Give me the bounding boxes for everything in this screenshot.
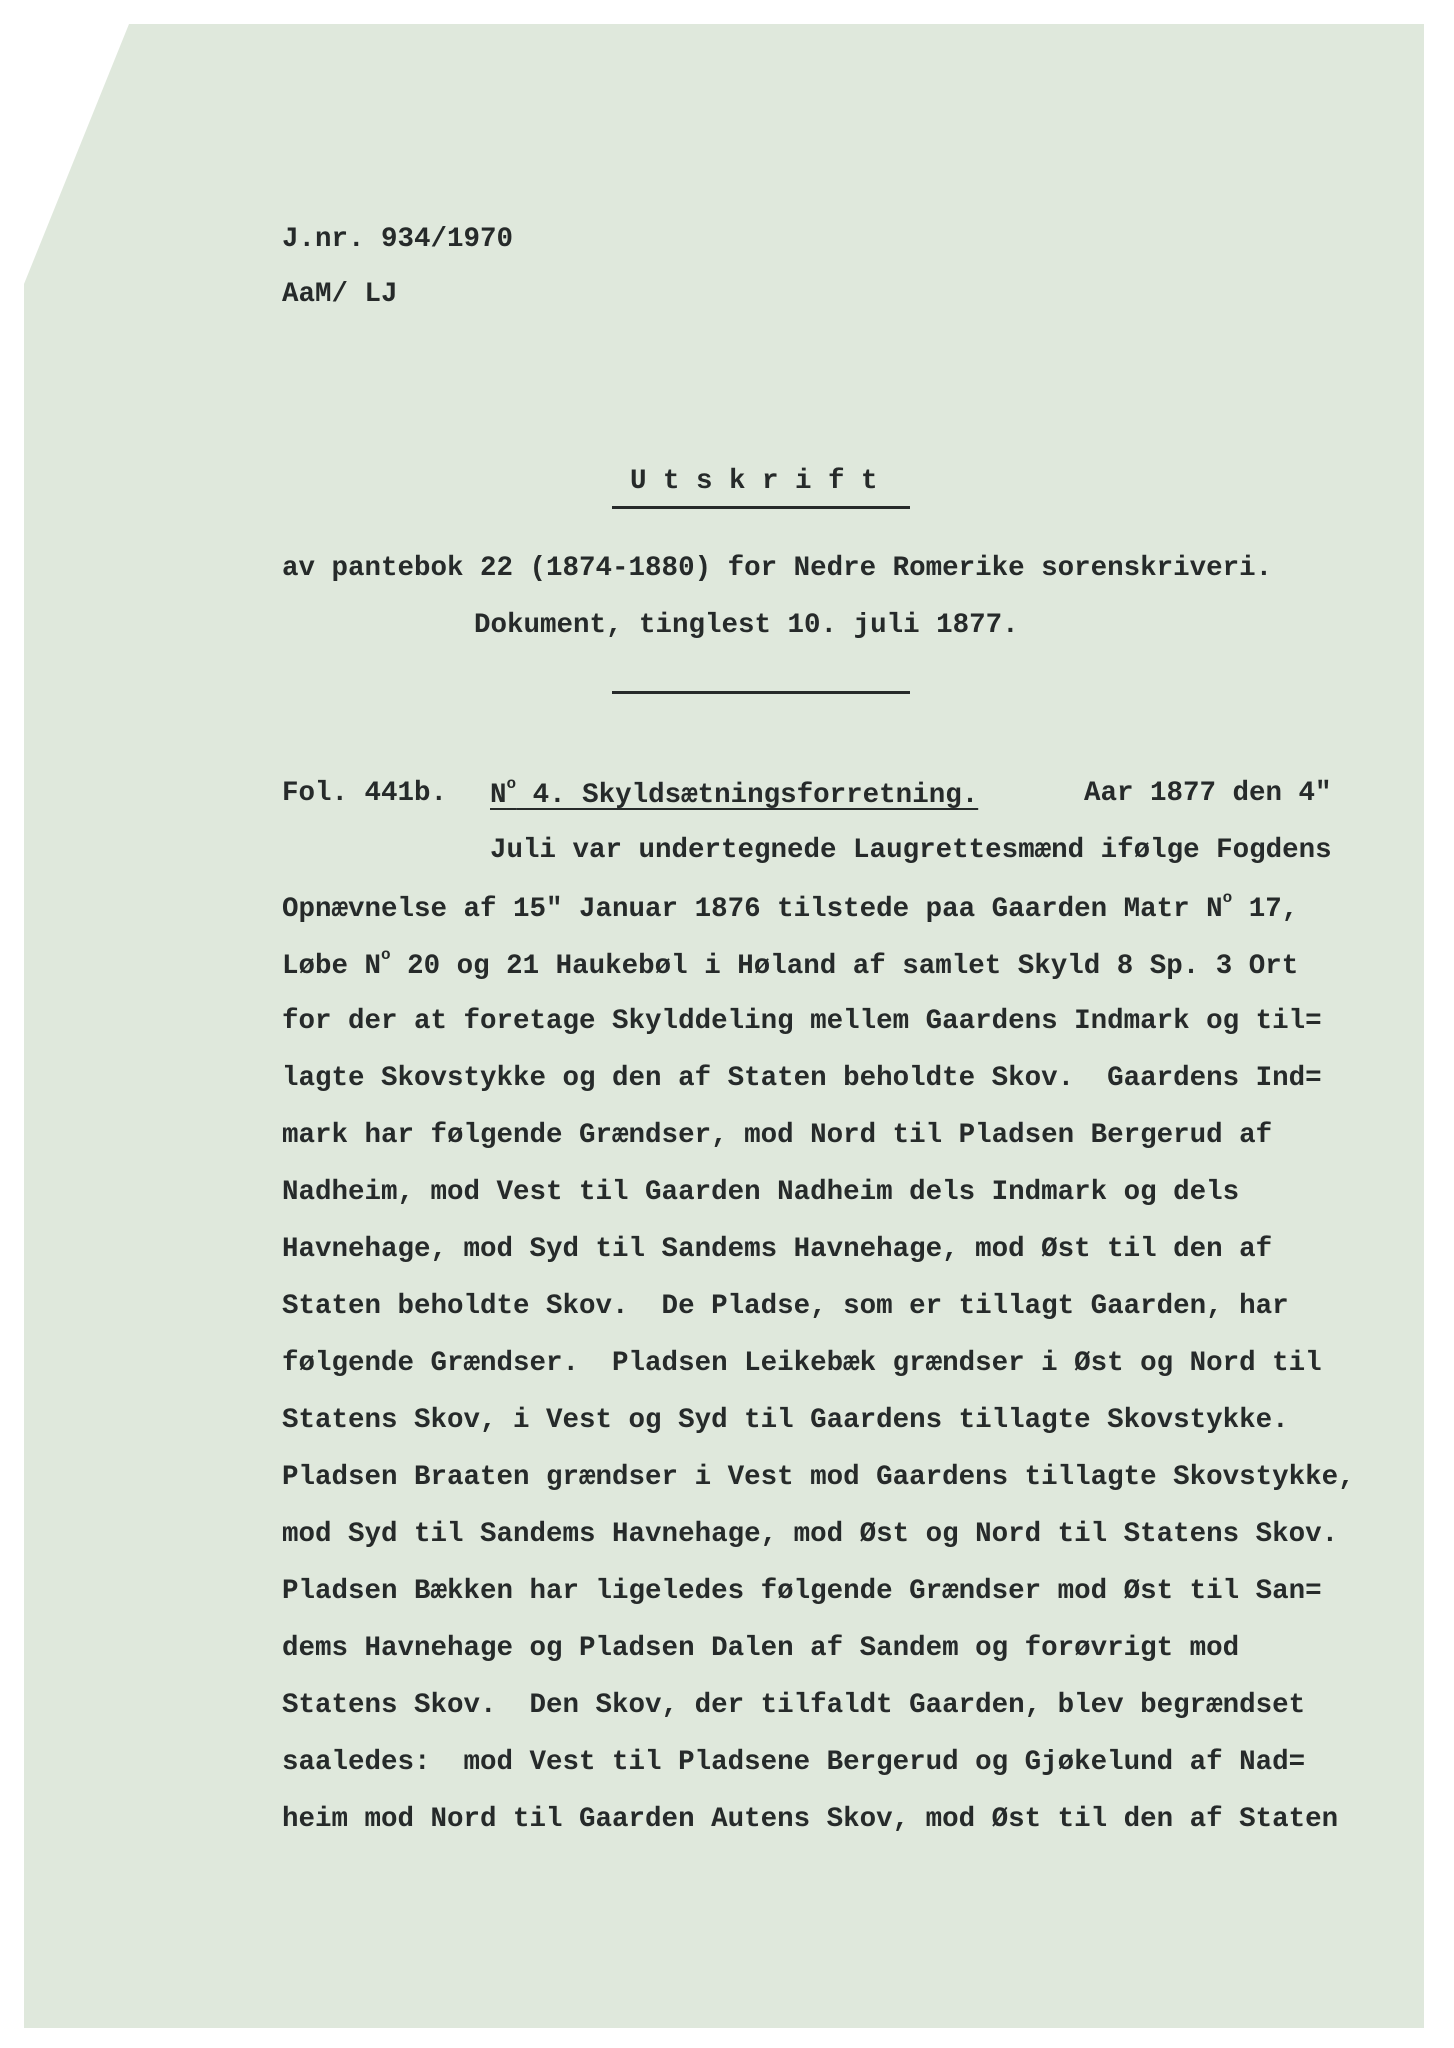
body-line-9: Staten beholdte Skov. De Pladse, som er tillagt Gaarden, har <box>282 1291 1289 1322</box>
entry-heading <box>490 775 979 812</box>
body-line-15: dems Havnehage og Pladsen Dalen af Sandem og forøvrigt mod <box>282 1633 1240 1664</box>
title-underline <box>612 506 910 509</box>
entry-number-prefix: N <box>490 780 507 812</box>
body-line-1: Juli var undertegnede Laugrettesmænd ifølge Fogdens <box>490 835 1332 866</box>
matr-number-super: o <box>1222 889 1233 907</box>
lobe-number-super: o <box>381 946 391 964</box>
body-line-16: Statens Skov. Den Skov, der tilfaldt Gaarden, blev begrændset <box>282 1690 1306 1721</box>
subtitle-line-1: av pantebok 22 (1874-1880) for Nedre Romerike sorenskriveri. <box>282 553 1273 584</box>
entry-date-start: Aar 1877 den 4" <box>1084 778 1332 809</box>
body-line-2 <box>282 889 1299 926</box>
subtitle-line-2: Dokument, tinglest 10. juli 1877. <box>474 610 1019 641</box>
body-line-2-text: Opnævnelse af 15" Januar 1876 tilstede paa Gaarden Matr N <box>282 894 1223 926</box>
body-line-13: mod Syd til Sandems Havnehage, mod Øst og Nord til Statens Skov. <box>282 1519 1339 1550</box>
body-line-7: Nadheim, mod Vest til Gaarden Nadheim dels Indmark og dels <box>282 1177 1240 1208</box>
folio-reference: Fol. 441b. <box>282 778 448 809</box>
body-line-17: saaledes: mod Vest til Pladsene Bergerud og Gjøkelund af Nad= <box>282 1747 1306 1778</box>
body-line-3 <box>282 946 1299 983</box>
body-line-3-text: Løbe N <box>282 951 382 983</box>
body-line-8: Havnehage, mod Syd til Sandems Havnehage, mod Øst til den af <box>282 1234 1273 1265</box>
journal-number: J.nr. 934/1970 <box>282 224 514 255</box>
body-line-18: heim mod Nord til Gaarden Autens Skov, mod Øst til den af Staten <box>282 1804 1339 1835</box>
entry-heading-rest: 4. Skyldsætningsforretning. <box>516 780 979 812</box>
body-line-11: Statens Skov, i Vest og Syd til Gaardens tillagte Skovstykke. <box>282 1405 1289 1436</box>
body-line-12: Pladsen Braaten grændser i Vest mod Gaardens tillagte Skovstykke, <box>282 1462 1355 1493</box>
body-line-6: mark har følgende Grændser, mod Nord til Pladsen Bergerud af <box>282 1120 1273 1151</box>
document-title: U t s k r i f t <box>630 466 878 497</box>
lobe-number-rest: 20 og 21 Haukebøl i Høland af samlet Skyld 8 Sp. 3 Ort <box>390 951 1299 983</box>
body-line-4: for der at foretage Skylddeling mellem Gaardens Indmark og til= <box>282 1006 1322 1037</box>
body-line-5: lagte Skovstykke og den af Staten beholdte Skov. Gaardens Ind= <box>282 1063 1322 1094</box>
section-divider <box>612 691 910 694</box>
matr-number-rest: 17, <box>1232 894 1299 926</box>
body-line-10: følgende Grændser. Pladsen Leikebæk grændser i Øst og Nord til <box>282 1348 1322 1379</box>
entry-number-super: o <box>506 775 517 793</box>
clerk-initials: AaM/ LJ <box>282 279 398 310</box>
body-line-14: Pladsen Bækken har ligeledes følgende Grændser mod Øst til San= <box>282 1576 1322 1607</box>
